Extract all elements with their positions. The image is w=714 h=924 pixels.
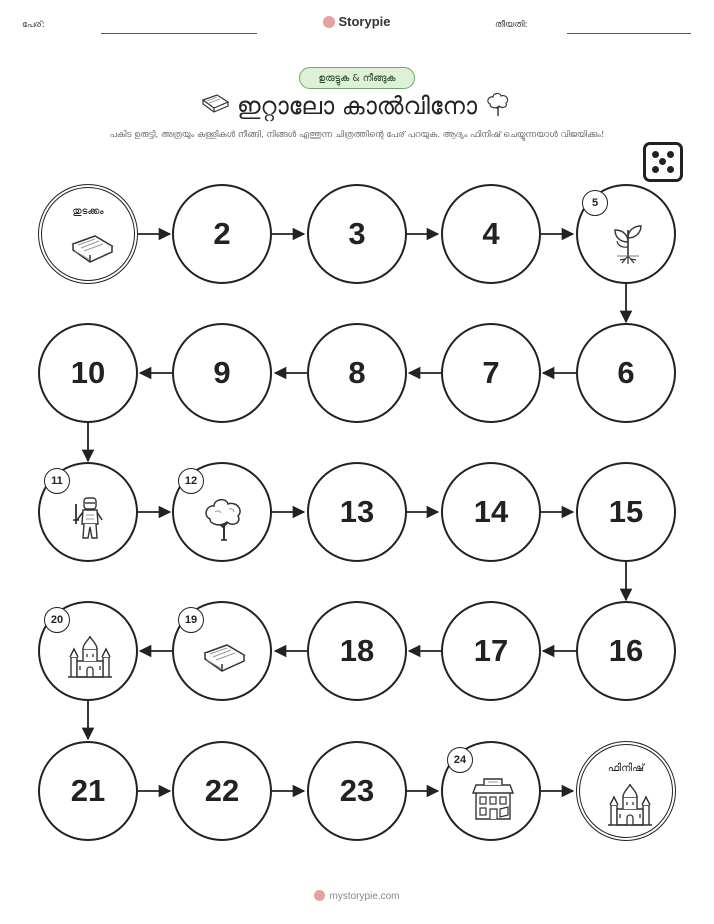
- page-title: ഇറ്റാലോ കാൽവിനോ: [236, 92, 478, 120]
- board-cell-17: [441, 601, 541, 701]
- start-label: തുടക്കം: [72, 206, 104, 217]
- board-cell-9: [172, 323, 272, 423]
- board-cell-13: [307, 462, 407, 562]
- board-cell-21: [38, 741, 138, 841]
- board-cell-22: [172, 741, 272, 841]
- cell-number: 23: [339, 773, 375, 808]
- board-cell-2: [172, 184, 272, 284]
- bear-icon: [314, 890, 325, 901]
- castle-icon: [605, 781, 655, 831]
- book-icon: [199, 633, 249, 683]
- brand-name: Storypie: [338, 14, 391, 29]
- name-label: പേര്:: [22, 20, 45, 30]
- board-cell-12: [172, 462, 272, 562]
- board-cell-18: [307, 601, 407, 701]
- board-cell-8: [307, 323, 407, 423]
- footer: [0, 890, 714, 902]
- board-cell-20: [38, 601, 138, 701]
- cell-number: 15: [608, 494, 644, 529]
- cell-number: 10: [70, 355, 106, 390]
- board-cell-11: [38, 462, 138, 562]
- tree-icon: [199, 494, 249, 544]
- board-cell-6: [576, 323, 676, 423]
- board-cell-15: [576, 462, 676, 562]
- board-cell-14: [441, 462, 541, 562]
- cell-number-badge: 5: [582, 190, 608, 216]
- cell-number: 21: [70, 773, 106, 808]
- cell-number: 17: [473, 633, 509, 668]
- game-type-pill: ഉരുട്ടുക & നീങ്ങുക: [299, 67, 415, 89]
- board-cell-24: [441, 741, 541, 841]
- cell-number: 9: [213, 355, 231, 390]
- cell-number-badge: 20: [44, 607, 70, 633]
- cell-number-badge: 19: [178, 607, 204, 633]
- board-cell-23: [307, 741, 407, 841]
- building-icon: [468, 773, 518, 823]
- knight-icon: [65, 494, 115, 544]
- book-icon: [67, 224, 117, 274]
- cell-number: 14: [473, 494, 509, 529]
- cell-number: 16: [608, 633, 644, 668]
- cell-number-badge: 12: [178, 468, 204, 494]
- board-cell-3: [307, 184, 407, 284]
- board-cell-5: [576, 184, 676, 284]
- cell-number: 7: [482, 355, 500, 390]
- date-label: തീയതി:: [495, 20, 528, 30]
- sprout-icon: [603, 216, 653, 266]
- board-cell-10: [38, 323, 138, 423]
- cell-number: 8: [348, 355, 366, 390]
- board-cell-16: [576, 601, 676, 701]
- board-cell-4: [441, 184, 541, 284]
- finish-cell: [576, 741, 676, 841]
- cell-number: 6: [617, 355, 635, 390]
- cell-number: 13: [339, 494, 375, 529]
- finish-label: ഫിനിഷ്: [607, 763, 645, 774]
- board-cell-19: [172, 601, 272, 701]
- cell-number: 22: [204, 773, 240, 808]
- cell-number: 4: [482, 216, 500, 251]
- board-cell-7: [441, 323, 541, 423]
- footer-site: mystorypie.com: [329, 891, 400, 902]
- cell-number: 18: [339, 633, 375, 668]
- start-cell: [38, 184, 138, 284]
- cell-number: 2: [213, 216, 231, 251]
- cell-number-badge: 24: [447, 747, 473, 773]
- castle-icon: [65, 633, 115, 683]
- instructions: പകിട ഉരുട്ടി, അത്രയും കള്ളികൾ നീങ്ങി, നിങ്ങൾ എത്തുന്ന ചിത്രത്തിന്റെ പേര് പറയുക. ആദ്യം ഫിനിഷ് ചെയ്യുന്നയാൾ വിജയിക്കും!: [109, 130, 605, 140]
- cell-number-badge: 11: [44, 468, 70, 494]
- cell-number: 3: [348, 216, 366, 251]
